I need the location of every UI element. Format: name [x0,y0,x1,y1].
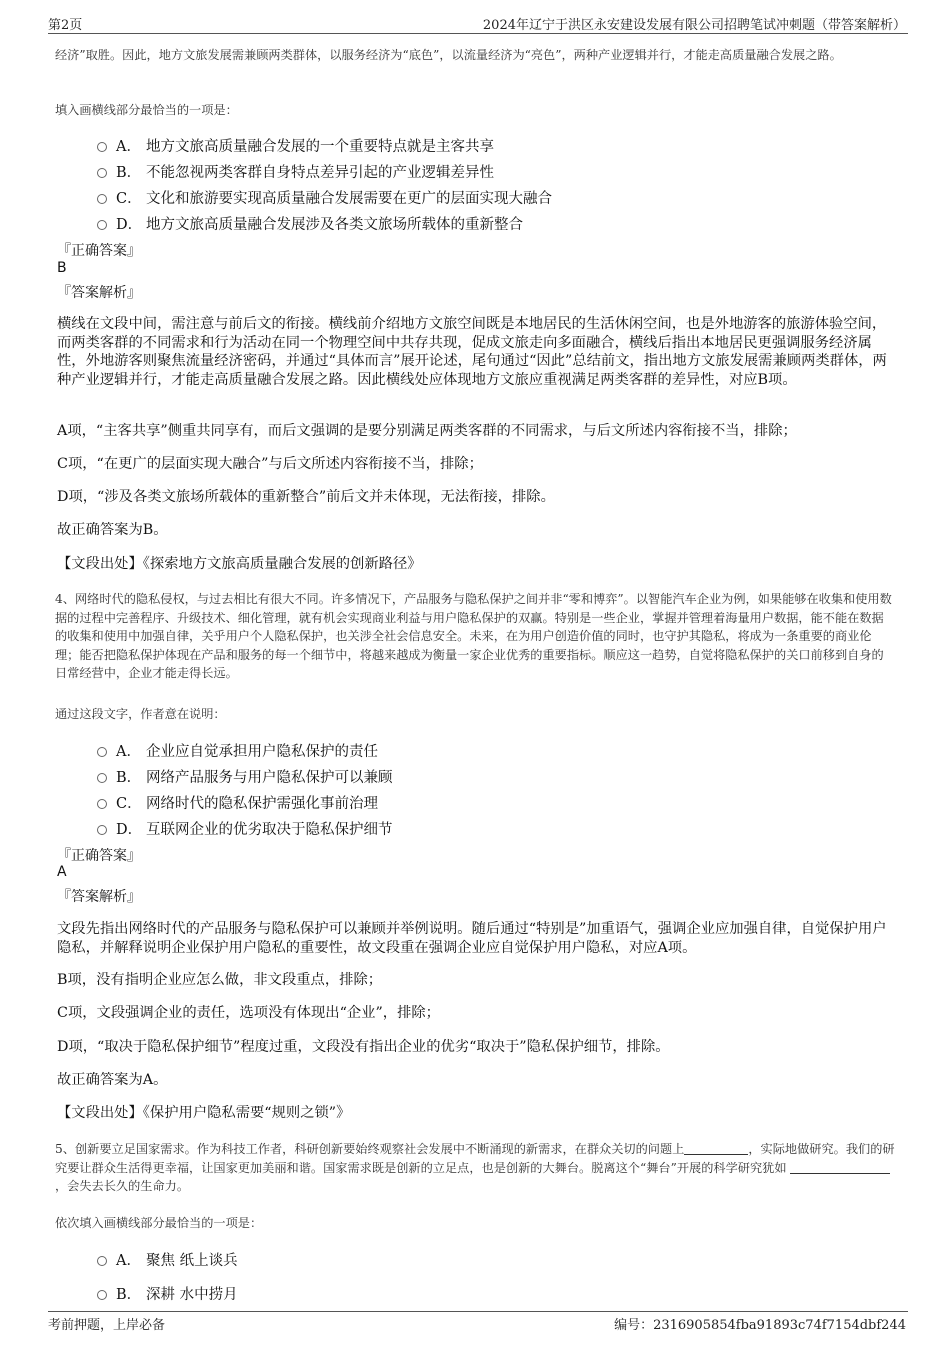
answer-blank [684,1142,748,1155]
q4-analysis-b: B项，没有指明企业应怎么做，非文段重点，排除； [57,972,383,988]
q3-option-c[interactable]: C． 文化和旅游要实现高质量融合发展需要在更广的层面实现大融合 [97,187,552,208]
page-number: 第2页 [48,18,83,33]
radio-icon[interactable] [97,168,107,178]
q4-prompt: 通过这段文字，作者意在说明： [55,707,226,721]
q3-answer: B [57,260,67,276]
footer-divider [48,1311,908,1312]
q3-source: 【文段出处】《探索地方文旅高质量融合发展的创新路径》 [57,556,422,572]
radio-icon[interactable] [97,220,107,230]
q4-analysis-c: C项，文段强调企业的责任，选项没有体现出“企业”，排除； [57,1005,440,1021]
q3-option-a[interactable]: A． 地方文旅高质量融合发展的一个重要特点就是主客共享 [97,135,494,156]
q5-prompt: 依次填入画横线部分最恰当的一项是： [55,1216,263,1230]
radio-icon[interactable] [97,773,107,783]
radio-icon[interactable] [97,194,107,204]
q4-option-c[interactable]: C． 网络时代的隐私保护需强化事前治理 [97,792,378,813]
q4-analysis-conclusion: 故正确答案为A。 [57,1072,168,1088]
q3-analysis-c: C项，“在更广的层面实现大融合”与后文所述内容衔接不当，排除； [57,456,483,472]
q4-analysis-d: D项，“取决于隐私保护细节”程度过重，文段没有指出企业的优劣“取决于”隐私保护细节，排除。 [57,1039,670,1055]
q4-analysis-main: 文段先指出网络时代的产品服务与隐私保护可以兼顾并举例说明。随后通过“特别是”加重语气，强调企业应加强自律，自觉保护用户隐私，并解释说明企业保护用户隐私的重要性，故文段重在强调企业应自觉保护用户隐私，对应A项。 [57,921,887,956]
q3-analysis-a: A项，“主客共享”侧重共同享有，而后文强调的是要分别满足两类客群的不同需求，与后文所述内容衔接不当，排除； [57,423,797,439]
q5-passage: 5、创新要立足国家需求。作为科技工作者，科研创新要始终观察社会发展中不断涌现的新需求，在群众关切的问题上 ，实际地做研究。我们的研究要让群众生活得更幸福，让国家更加美丽和谐。国家需求既是创新的立足点，也是创新的大舞台。脱离这个“舞台”开展的科学研究犹如，会失去长久的生命力。 [55,1142,895,1193]
radio-icon[interactable] [97,142,107,152]
answer-blank [790,1161,890,1174]
document-title: 2024年辽宁于洪区永安建设发展有限公司招聘笔试冲刺题（带答案解析） [482,18,906,33]
header-divider [48,33,908,34]
q4-option-d[interactable]: D． 互联网企业的优劣取决于隐私保护细节 [97,818,393,839]
q3-analysis-d: D项，“涉及各类文旅场所载体的重新整合”前后文并未体现，无法衔接，排除。 [57,489,555,505]
q3-passage-tail: 经济”取胜。因此，地方文旅发展需兼顾两类群体，以服务经济为“底色”，以流量经济为“亮色”，两种产业逻辑并行，才能走高质量融合发展之路。 [55,48,842,62]
q4-option-b[interactable]: B． 网络产品服务与用户隐私保护可以兼顾 [97,766,393,787]
q3-prompt: 填入画横线部分最恰当的一项是： [55,103,238,117]
q5-option-b[interactable]: B． 深耕 水中捞月 [97,1283,238,1304]
document-id: 编号：2316905854fba91893c74f7154dbf244 [614,1318,906,1333]
q3-analysis-conclusion: 故正确答案为B。 [57,522,168,538]
radio-icon[interactable] [97,799,107,809]
q4-source: 【文段出处】《保护用户隐私需要“规则之锁”》 [57,1105,351,1121]
radio-icon[interactable] [97,1290,107,1300]
footer-slogan: 考前押题，上岸必备 [48,1318,166,1333]
q5-option-a[interactable]: A． 聚焦 纸上谈兵 [97,1249,238,1270]
radio-icon[interactable] [97,825,107,835]
q4-option-a[interactable]: A． 企业应自觉承担用户隐私保护的责任 [97,740,378,761]
q3-option-b[interactable]: B． 不能忽视两类客群自身特点差异引起的产业逻辑差异性 [97,161,494,182]
q4-answer-label: 『正确答案』 [57,848,141,864]
q4-analysis-label: 『答案解析』 [57,889,141,905]
q4-passage: 4、网络时代的隐私侵权，与过去相比有很大不同。许多情况下，产品服务与隐私保护之间并非“零和博弈”。以智能汽车企业为例，如果能够在收集和使用数据的过程中完善程序、升级技术、细化管理，就有机会实现商业利益与用户隐私保护的双赢。特别是一些企业，掌握并管理着海量用户数据，能不能在数据的收集和使用中加强自律，关乎用户个人隐私保护，也关涉全社会信息安全。未来，在为用户创造价值的同时，也守护其隐私，将成为一条重要的商业伦理；能否把隐私保护体现在产品和服务的每一个细节中，将越来越成为衡量一家企业优秀的重要指标。顺应这一趋势，自觉将隐私保护的关口前移到自身的日常经营中，企业才能走得长远。 [55,592,892,680]
q3-option-d[interactable]: D． 地方文旅高质量融合发展涉及各类文旅场所载体的重新整合 [97,213,523,234]
q4-answer: A [57,864,67,880]
q3-analysis-main: 横线在文段中间，需注意与前后文的衔接。横线前介绍地方文旅空间既是本地居民的生活休闲空间，也是外地游客的旅游体验空间，而两类客群的不同需求和行为活动在同一个物理空间中共存共现，促成文旅走向多面融合，横线后指出本地居民更强调服务经济属性，外地游客则聚焦流量经济密码，并通过“具体而言”展开论述，尾句通过“因此”总结前文，指出地方文旅发展需兼顾两类群体，两种产业逻辑并行，才能走高质量融合发展之路。因此横线处应体现地方文旅应重视满足两类客群的差异性，对应B项。 [57,316,887,388]
radio-icon[interactable] [97,1256,107,1266]
radio-icon[interactable] [97,747,107,757]
q3-analysis-label: 『答案解析』 [57,285,141,301]
q3-answer-label: 『正确答案』 [57,243,141,259]
